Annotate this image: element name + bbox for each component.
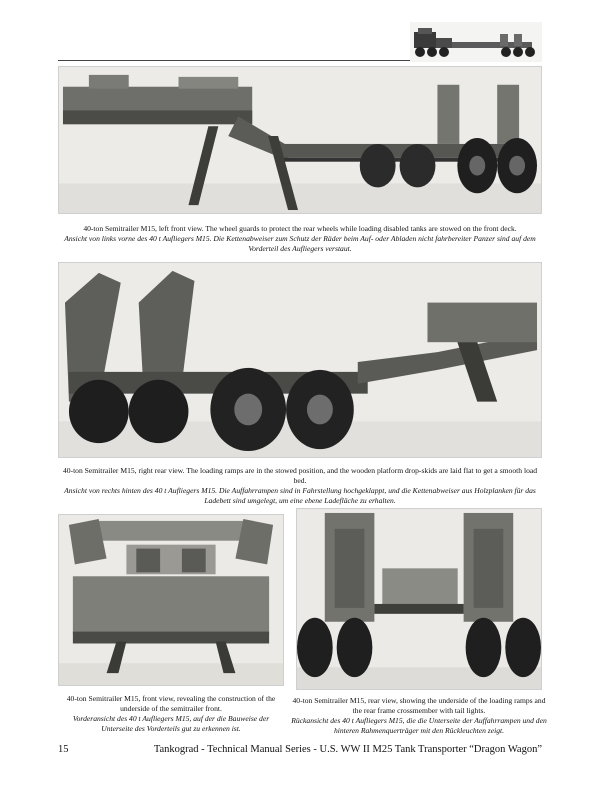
page-number: 15	[58, 744, 69, 755]
caption-german: Rückansicht des 40 t Aufliegers M15, die die Unterseite der Auffahrrampen und den hinteren Rahmenquerträger mit den Rückleuchten zeigt.	[291, 716, 547, 735]
footer-series-title: Tankograd - Technical Manual Series - U.S. WW II M25 Tank Transporter “Dragon Wagon”	[153, 744, 542, 755]
caption-english: 40-ton Semitrailer M15, left front view. The wheel guards to protect the rear wheels while loading disabled tanks are stowed on the front deck.	[83, 224, 517, 233]
caption-english: 40-ton Semitrailer M15, right rear view. The loading ramps are in the stowed position, and the wooden platform drop-skids are laid flat to get a smooth load bed.	[62, 466, 538, 485]
header-thumbnail	[410, 22, 542, 62]
caption-german: Ansicht von rechts hinten des 40 t Aufliegers M15. Die Auffahrrampen sind in Fahrstellung hochgeklappt, und die Kettenabweiser aus Holzplanken für das Ladebett sind umgelegt, um eine ebene Ladefläche zu erhalten.	[64, 486, 536, 505]
caption-german: Vorderansicht des 40 t Aufliegers M15, auf der die Bauweise der Unterseite des Vorderteils gut zu erkennen ist.	[72, 714, 270, 733]
caption-front-view	[58, 694, 284, 734]
caption-english: 40-ton Semitrailer M15, front view, revealing the construction of the underside of the semitrailer front.	[66, 694, 276, 713]
caption-english: 40-ton Semitrailer M15, rear view, showing the underside of the loading ramps and the rear frame crossmember with tail lights.	[292, 696, 546, 715]
caption-rear-view	[290, 696, 548, 736]
photo-rear-view	[296, 508, 542, 690]
caption-right-rear-view	[58, 466, 542, 506]
tank-transporter-thumbnail-image	[410, 22, 542, 62]
header-rule	[58, 60, 410, 61]
caption-left-front-view	[58, 224, 542, 254]
photo-front-view	[58, 514, 284, 686]
photo-right-rear-view	[58, 262, 542, 458]
photo-left-front-view	[58, 66, 542, 214]
caption-german: Ansicht von links vorne des 40 t Aufliegers M15. Die Kettenabweiser zum Schutz der Räder beim Auf- oder Abladen nicht fahrbereiter Panzer sind auf dem Vorderteil des Aufliegers verstaut.	[64, 234, 536, 253]
